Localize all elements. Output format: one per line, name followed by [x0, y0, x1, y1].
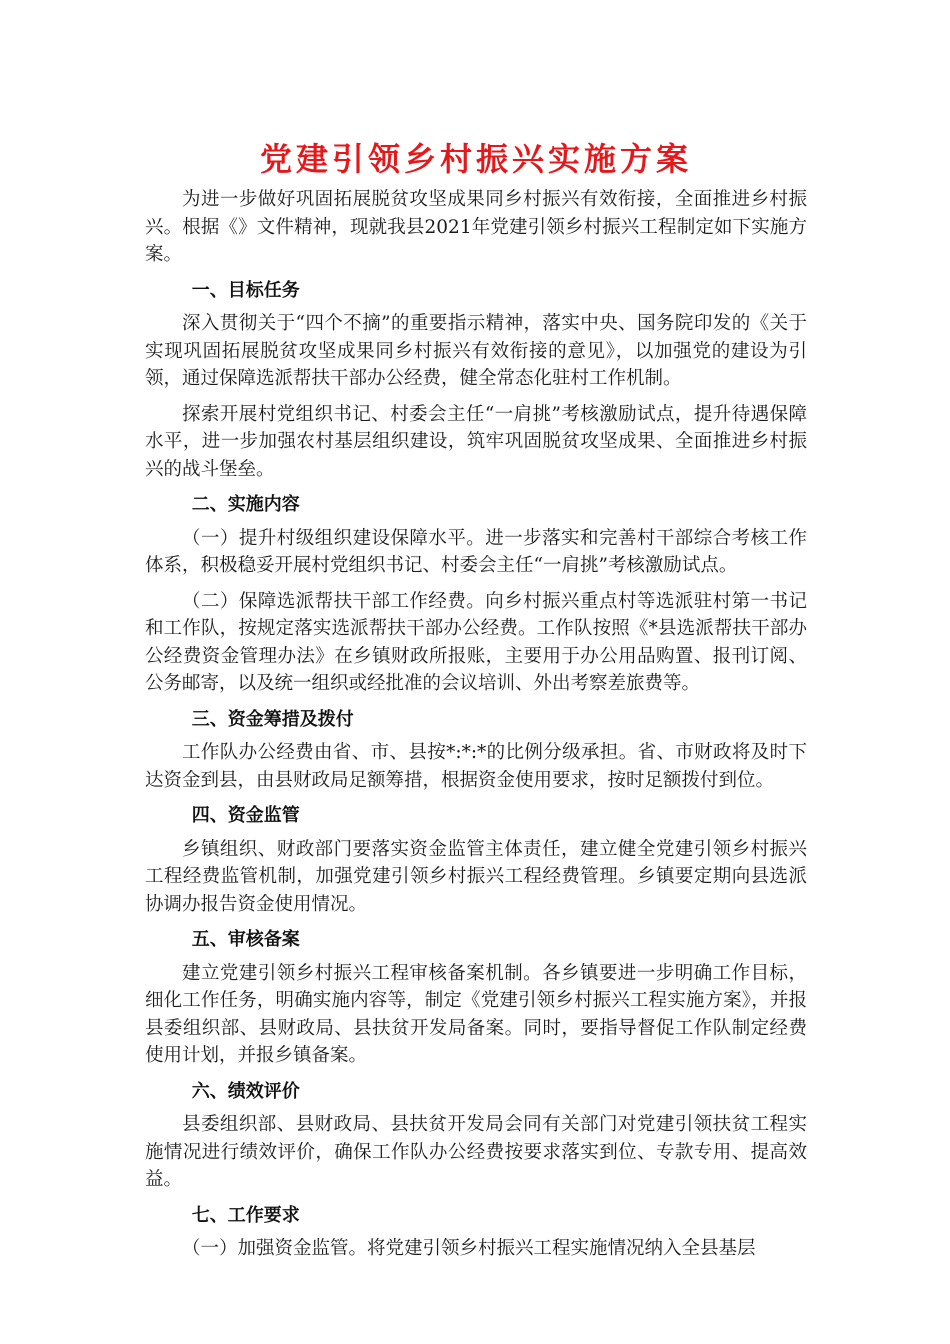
section-paragraph: 县委组织部、县财政局、县扶贫开发局会同有关部门对党建引领扶贫工程实施情况进行绩效评价，确保工作队办公经费按要求落实到位、专款专用、提高效益。 — [145, 1114, 807, 1190]
section-paragraph: 乡镇组织、财政部门要落实资金监管主体责任，建立健全党建引领乡村振兴工程经费监管机制，加强党建引领乡村振兴工程经费管理。乡镇要定期向县选派协调办报告资金使用情况。 — [145, 838, 807, 915]
section-6 — [145, 1078, 807, 1194]
section-paragraph: （一）提升村级组织建设保障水平。进一步落实和完善村干部综合考核工作体系，积极稳妥开展村党组织书记、村委会主任“一肩挑”考核激励试点。 — [145, 527, 807, 576]
section-heading: 五、审核备案 — [191, 929, 300, 950]
section-2 — [145, 491, 807, 698]
section-heading: 四、资金监管 — [191, 805, 300, 826]
section-5 — [145, 926, 807, 1070]
section-paragraph: 建立党建引领乡村振兴工程审核备案机制。各乡镇要进一步明确工作目标，细化工作任务，明确实施内容等，制定《党建引领乡村振兴工程实施方案》，并报县委组织部、县财政局、县扶贫开发局备案。同时，要指导督促工作队制定经费使用计划，并报乡镇备案。 — [145, 962, 807, 1066]
section-4 — [145, 802, 807, 918]
intro-paragraph: 为进一步做好巩固拓展脱贫攻坚成果同乡村振兴有效衔接，全面推进乡村振兴。根据《》文件精神，现就我县2021年党建引领乡村振兴工程制定如下实施方案。 — [145, 189, 807, 265]
section-heading: 一、目标任务 — [191, 279, 300, 301]
document-title: 党建引领乡村振兴实施方案 — [259, 140, 692, 178]
section-paragraph: 探索开展村党组织书记、村委会主任“一肩挑”考核激励试点，提升待遇保障水平，进一步加强农村基层组织建设，筑牢巩固脱贫攻坚成果、全面推进乡村振兴的战斗堡垒。 — [145, 403, 807, 480]
section-paragraph: （二）保障选派帮扶干部工作经费。向乡村振兴重点村等选派驻村第一书记和工作队，按规定落实选派帮扶干部办公经费。工作队按照《*县选派帮扶干部办公经费资金管理办法》在乡镇财政所报账，主要用于办公用品购置、报刊订阅、公务邮寄，以及统一组织或经批准的会议培训、外出考察差旅费等。 — [145, 590, 807, 694]
section-heading: 三、资金筹措及拨付 — [191, 708, 354, 730]
section-paragraph: 深入贯彻关于“四个不摘”的重要指示精神，落实中央、国务院印发的《关于实现巩固拓展脱贫攻坚成果同乡村振兴有效衔接的意见》，以加强党的建设为引领，通过保障选派帮扶干部办公经费，健全常态化驻村工作机制。 — [145, 313, 807, 389]
section-heading: 七、工作要求 — [191, 1204, 300, 1226]
section-7 — [145, 1202, 807, 1263]
section-heading: 二、实施内容 — [191, 494, 300, 515]
section-1 — [145, 277, 807, 484]
section-paragraph: 工作队办公经费由省、市、县按*:*:*的比例分级承担。省、市财政将及时下达资金到县，由县财政局足额筹措，根据资金使用要求，按时足额拨付到位。 — [145, 742, 807, 791]
section-3 — [145, 706, 807, 795]
document-page — [145, 136, 807, 1271]
section-paragraph: （一）加强资金监管。将党建引领乡村振兴工程实施情况纳入全县基层 — [182, 1238, 756, 1259]
section-heading: 六、绩效评价 — [191, 1080, 300, 1102]
